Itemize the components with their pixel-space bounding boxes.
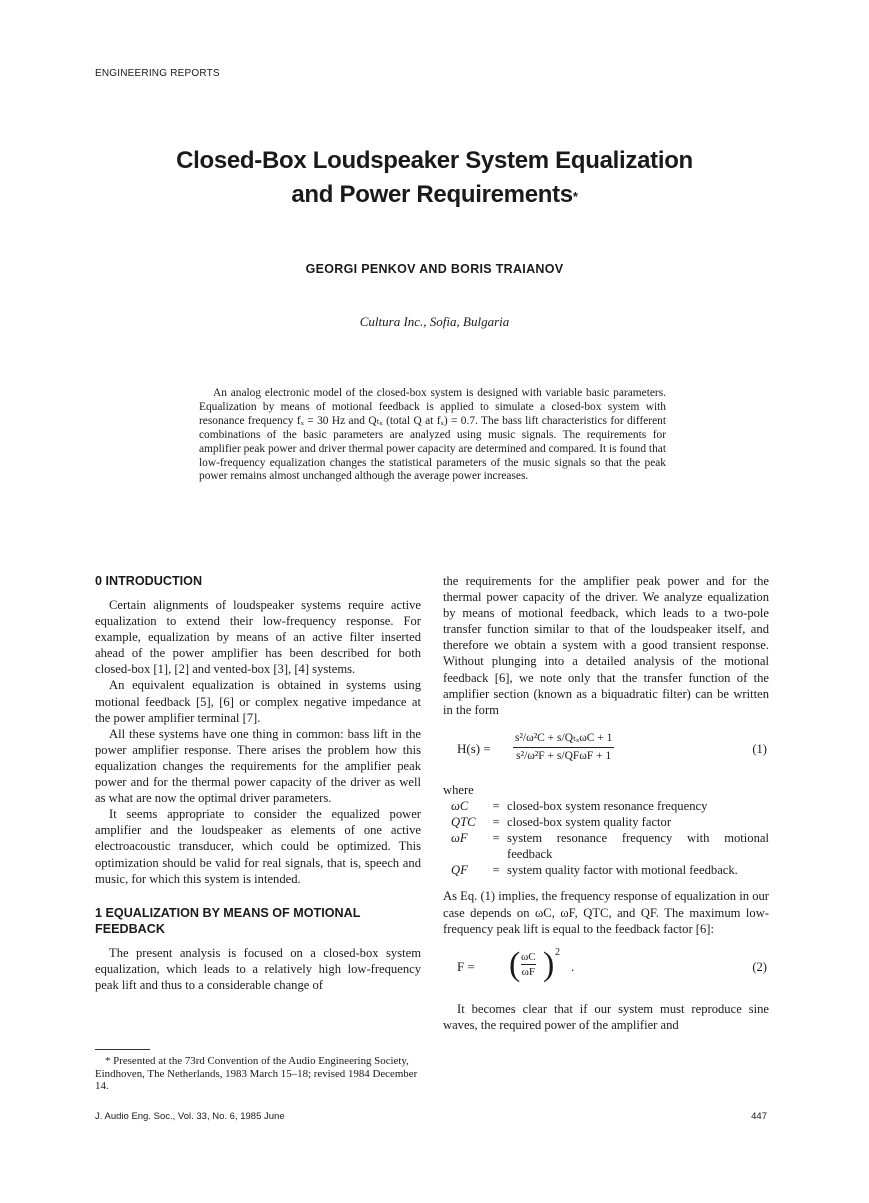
eq1-lhs: H(s) = bbox=[457, 740, 491, 756]
section-1-heading: 1 EQUALIZATION BY MEANS OF MOTIONAL FEEDBACK bbox=[95, 905, 361, 936]
definition-equals: = bbox=[492, 831, 500, 846]
intro-paragraph-3: All these systems have one thing in common: bass lift in the power amplifier response. There arises the problem how this equalization changes the requirements for the amplifier peak power and for the thermal power capacity of the driver as well as what are now the optimal driver parameters. bbox=[95, 726, 421, 806]
section-0-heading: 0 INTRODUCTION bbox=[95, 574, 203, 588]
eq2-lhs: F = bbox=[457, 958, 475, 974]
footnote-rule bbox=[95, 1049, 150, 1050]
paper-title bbox=[60, 144, 809, 212]
title-line-2-text: and Power Requirements bbox=[291, 181, 573, 208]
title-footnote-mark: * bbox=[572, 189, 578, 204]
eq2-open-paren: ( bbox=[509, 945, 521, 983]
eq2-numerator: ωC bbox=[521, 950, 536, 963]
left-column bbox=[95, 573, 421, 993]
affiliation: Cultura Inc., Sofia, Bulgaria bbox=[359, 314, 510, 329]
definition-equals: = bbox=[492, 798, 500, 813]
intro-paragraph-2: An equivalent equalization is obtained in systems using motional feedback [5], [6] or complex negative impedance at the power amplifier terminal [7]. bbox=[95, 678, 421, 725]
right-paragraph-1: the requirements for the amplifier peak power and for the thermal power capacity of the driver. We analyze equalization by means of motional feedback, which leads to a two-pole transfer function similar to that of the loudspeaker itself, and therefore we obtain a system with a good transient response. Without plunging into a detailed analysis of the motional feedback [6], we note only that the transfer function of the amplifier section (known as a biquadratic filter) can be written in the form bbox=[443, 574, 769, 717]
eq1-number: (1) bbox=[752, 741, 767, 756]
definition-row bbox=[451, 814, 769, 830]
footnote: * Presented at the 73rd Convention of the Audio Engineering Society, Eindhoven, The Netherlands, 1983 March 15–18; revised 1984 December 14. bbox=[95, 1055, 418, 1093]
title-line-2 bbox=[60, 178, 809, 212]
definition-equals: = bbox=[492, 863, 500, 878]
section-1-paragraph-1: The present analysis is focused on a closed-box system equalization, which leads to a relatively high low-frequency peak lift and thus to a considerable change of bbox=[95, 945, 421, 992]
symbol-definitions bbox=[451, 798, 769, 878]
abstract: An analog electronic model of the closed-box system is designed with variable basic parameters. Equalization by means of motional feedback is applied to simulate a closed-box system with resonance frequency fₓ = 30 Hz and Qₜₓ (total Q at fₓ) = 0.7. The bass lift characteristics for different combinations of the basic parameters are analyzed using music signals. The requirements for amplifier peak power and driver thermal power capacity are determined and compared. It is found that low-frequency equalization changes the statistical parameters of the music signals so that the peak power remains almost unchanged although the average power increases. bbox=[199, 387, 666, 483]
right-paragraph-2: As Eq. (1) implies, the frequency response of equalization in our case depends on ωC, ωF, QTC, and QF. The maximum low-frequency peak lift is equal to the feedback factor [6]: bbox=[443, 889, 769, 936]
definition-symbol: QF bbox=[451, 863, 468, 878]
eq2-number: (2) bbox=[752, 959, 767, 974]
equation-2 bbox=[443, 945, 769, 991]
eq2-fraction bbox=[521, 950, 536, 979]
eq2-close-paren: ) bbox=[543, 945, 555, 983]
authors: GEORGI PENKOV AND BORIS TRAIANOV bbox=[305, 262, 564, 276]
definition-text: closed-box system quality factor bbox=[507, 815, 672, 830]
definition-row bbox=[451, 830, 769, 862]
definition-text: closed-box system resonance frequency bbox=[507, 798, 708, 813]
definition-symbol: ωF bbox=[451, 831, 468, 846]
intro-paragraph-1: Certain alignments of loudspeaker systems require active equalization to extend their low-frequency response. For example, equalization by means of an active filter inserted ahead of the power amplifier has been described for both closed-box [1], [2] and vented-box [3], [4] systems. bbox=[95, 598, 421, 677]
right-paragraph-3: It becomes clear that if our system must reproduce sine waves, the required power of the amplifier and bbox=[443, 1001, 769, 1032]
eq2-tail: . bbox=[571, 958, 575, 974]
section-tag: ENGINEERING REPORTS bbox=[95, 68, 220, 79]
definition-row bbox=[451, 862, 769, 878]
definition-text: system quality factor with motional feedback. bbox=[507, 863, 738, 878]
equation-1 bbox=[443, 730, 769, 772]
definition-symbol: QTC bbox=[451, 815, 476, 830]
right-column bbox=[443, 573, 769, 1033]
page-number: 447 bbox=[751, 1111, 767, 1122]
eq1-fraction bbox=[513, 730, 614, 764]
eq1-denominator: s²/ω²F + s/QFωF + 1 bbox=[516, 749, 612, 762]
definition-row bbox=[451, 798, 769, 814]
title-line-1: Closed-Box Loudspeaker System Equalization bbox=[176, 147, 693, 174]
definition-text: system resonance frequency with motional feedback bbox=[507, 831, 769, 862]
eq2-power: 2 bbox=[555, 946, 560, 958]
definition-equals: = bbox=[492, 815, 500, 830]
intro-paragraph-4: It seems appropriate to consider the equalized power amplifier and the loudspeaker as elements of one active electroacoustic transducer, which could be optimized. This optimization should be valid for real signals, that is, speech and music, for which this system is intended. bbox=[95, 807, 421, 886]
where-label: where bbox=[443, 782, 474, 797]
eq2-denominator: ωF bbox=[521, 965, 535, 978]
definition-symbol: ωC bbox=[451, 798, 469, 813]
eq1-numerator: s²/ω²C + s/QₜₓωC + 1 bbox=[513, 730, 614, 748]
journal-citation: J. Audio Eng. Soc., Vol. 33, No. 6, 1985 June bbox=[95, 1111, 285, 1122]
